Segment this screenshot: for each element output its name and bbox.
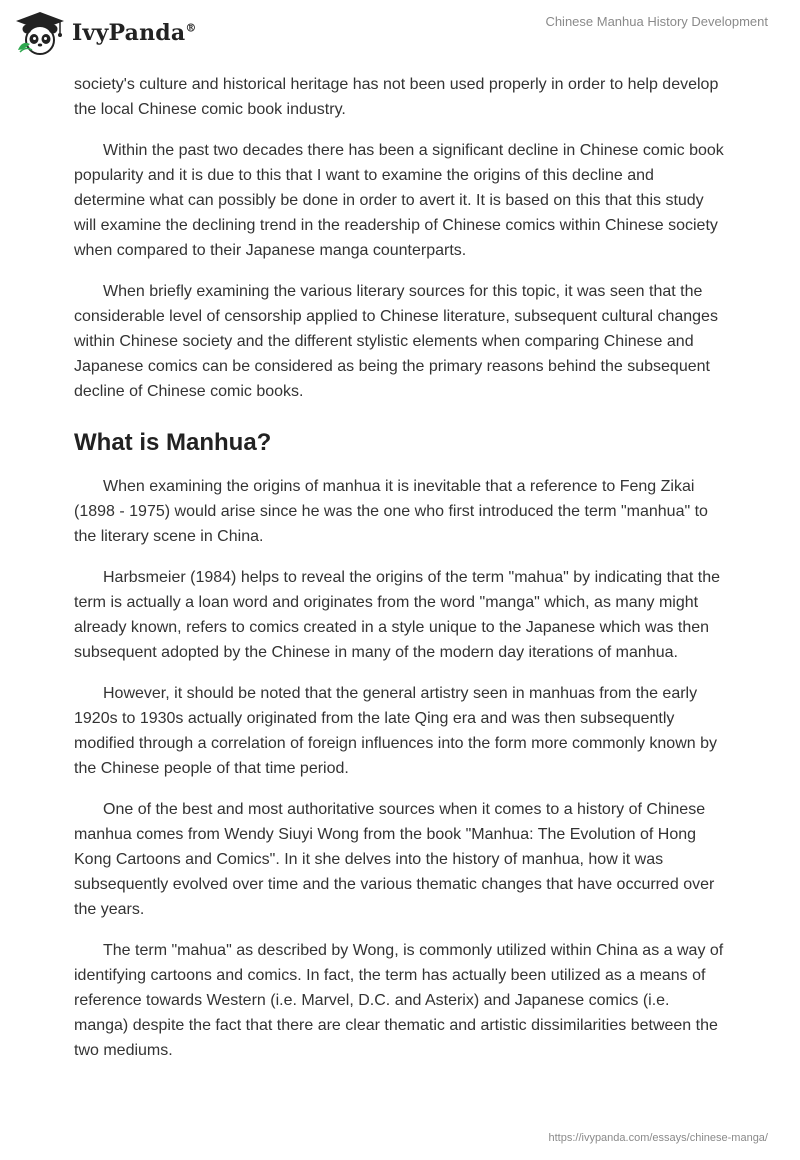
paragraph: Within the past two decades there has been a significant decline in Chinese comic book popularity and it is due to this that I want to examine the origins of this decline and determine what can possibly be done in order to avert it. It is based on this that this study will examine the declining trend in the readership of Chinese comics within Chinese society when compared to their Japanese manga counterparts. [74, 142, 724, 259]
essay-body [74, 72, 724, 1079]
source-url[interactable]: https://ivypanda.com/essays/chinese-manga/ [548, 1132, 768, 1144]
paragraph: However, it should be noted that the general artistry seen in manhuas from the early 1920s to 1930s actually originated from the late Qing era and was then subsequently modified through a correlation of foreign influences into the form more commonly known by the Chinese people of that time period. [74, 685, 717, 777]
trademark-symbol: ® [185, 21, 197, 35]
paragraph: When briefly examining the various literary sources for this topic, it was seen that the considerable level of censorship applied to Chinese literature, subsequent cultural changes within Chinese society and the different stylistic elements when comparing Chinese and Japanese comics can be considered as being the primary reasons behind the subsequent decline of Chinese comic books. [74, 283, 718, 400]
paragraph: When examining the origins of manhua it is inevitable that a reference to Feng Zikai (1898 - 1975) would arise since he was the one who first introduced the term "manhua" to the literary scene in China. [74, 478, 708, 545]
brand-name: IvyPanda® [72, 20, 197, 46]
paragraph: The term "mahua" as described by Wong, is commonly utilized within China as a way of identifying cartoons and comics. In fact, the term has actually been utilized as a means of reference towards Western (i.e. Marvel, D.C. and Asterix) and Japanese comics (i.e. manga) despite the fact that there are clear thematic and artistic dissimilarities between the two mediums. [74, 942, 724, 1059]
section-heading: What is Manhua? [74, 429, 272, 456]
brand-logo[interactable] [14, 8, 197, 58]
panda-graduate-icon [14, 10, 66, 56]
paragraph-continued: society's culture and historical heritage has not been used properly in order to help develop the local Chinese comic book industry. [74, 76, 719, 118]
document-title: Chinese Manhua History Development [545, 14, 768, 29]
page-header [0, 0, 800, 72]
paragraph: Harbsmeier (1984) helps to reveal the origins of the term "mahua" by indicating that the term is actually a loan word and originates from the word "manga" which, as many might already known, refers to comics created in a style unique to the Japanese which was then subsequent adopted by the Chinese in many of the modern day iterations of manhua. [74, 569, 721, 661]
paragraph: One of the best and most authoritative sources when it comes to a history of Chinese manhua comes from Wendy Siuyi Wong from the book "Manhua: The Evolution of Hong Kong Cartoons and Comics". In it she delves into the history of manhua, how it was subsequently evolved over time and the various thematic changes that have occurred over the years. [74, 801, 715, 918]
